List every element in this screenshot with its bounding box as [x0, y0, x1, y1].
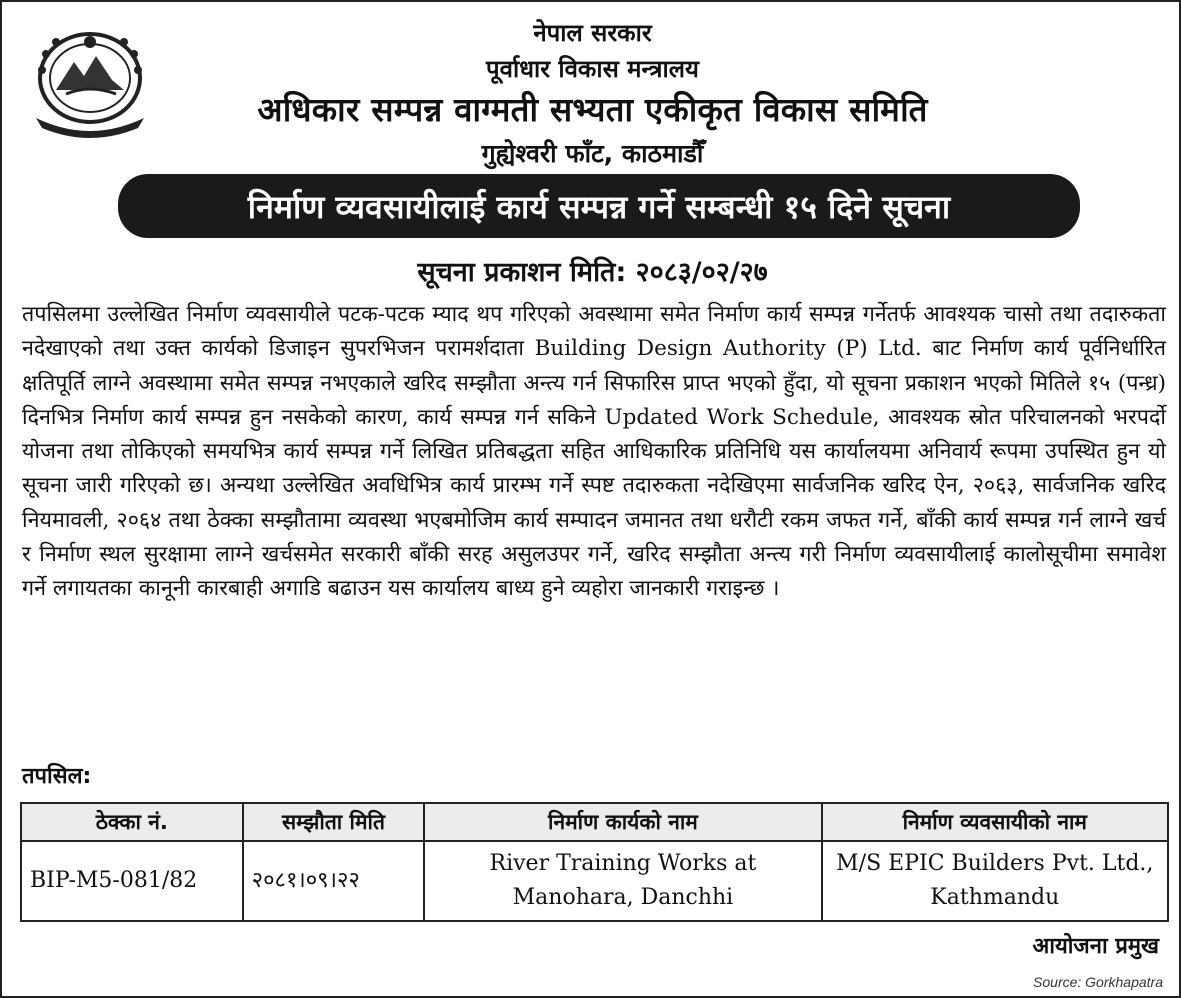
column-header-contractor-name: निर्माण व्यवसायीको नाम — [822, 803, 1168, 841]
header-country: नेपाल सरकार — [533, 19, 652, 47]
notice-body: तपसिलमा उल्लेखित निर्माण व्यवसायीले पटक-पटक म्याद थप गरिएको अवस्थामा समेत निर्माण कार्य सम्पन्न गर्नेतर्फ आवश्यक चासो तथा तदारुकता नदेखाएको तथा उक्त कार्यको डिजाइन सुपरभिजन परामर्शदाता Building Design Authority (P) Ltd. बाट निर्माण कार्य पूर्वनिर्धारित क्षतिपूर्ति लाग्ने अवस्थामा समेत सम्पन्न नभएकाले खरिद सम्झौता अन्त्य गर्न सिफारिस प्राप्त भएको हुँदा, यो सूचना प्रकाशन भएको मितिले १५ (पन्ध्र) दिनभित्र निर्माण कार्य सम्पन्न हुन नसकेको कारण, कार्य सम्पन्न गर्न सकिने Updated Work Schedule, आवश्यक स्रोत परिचालनको भरपर्दो योजना तथा तोकिएको समयभित्र कार्य सम्पन्न गर्ने लिखित प्रतिबद्धता सहित आधिकारिक प्रतिनिधि यस कार्यालयमा अनिवार्य रूपमा उपस्थित हुन यो सूचना जारी गरिएको छ। अन्यथा उल्लेखित अवधिभित्र कार्य प्रारम्भ गर्ने स्पष्ट तदारुकता नदेखिएमा सार्वजनिक खरिद ऐन, २०६३, सार्वजनिक खरिद नियमावली, २०६४ तथा ठेक्का सम्झौतामा व्यवस्था भएबमोजिम कार्य सम्पादन जमानत तथा धरौटी रकम जफत गर्ने, बाँकी कार्य सम्पन्न गर्न लाग्ने खर्च र निर्माण स्थल सुरक्षामा लाग्ने खर्चसमेत सरकारी बाँकी सरह असुलउपर गर्ने, खरिद सम्झौता अन्त्य गरी निर्माण व्यवसायीलाई कालोसूचीमा समावेश गर्ने लगायतका कानूनी कारबाही अगाडि बढाउन यस कार्यालय बाध्य हुने व्यहोरा जानकारी गराइन्छ । — [22, 302, 1166, 602]
table-row — [21, 841, 1168, 921]
contract-details-table — [20, 802, 1169, 922]
signature-title: आयोजना प्रमुख — [1032, 934, 1159, 959]
column-header-agreement-date: सम्झौता मिति — [243, 803, 425, 841]
cell-agreement-date: २०८१।०९।२२ — [243, 841, 425, 921]
cell-contract-no: BIP-M5-081/82 — [21, 841, 243, 921]
publication-date: सूचना प्रकाशन मिति: २०८३/०२/२७ — [417, 257, 768, 288]
notice-title-banner — [118, 174, 1080, 238]
schedule-label: तपसिल: — [22, 764, 92, 789]
header-ministry: पूर्वाधार विकास मन्त्रालय — [486, 55, 699, 83]
cell-contractor-name: M/S EPIC Builders Pvt. Ltd., Kathmandu — [822, 841, 1168, 921]
column-header-work-name: निर्माण कार्यको नाम — [424, 803, 821, 841]
table-header-row — [21, 803, 1168, 841]
column-header-contract-no: ठेक्का नं. — [21, 803, 243, 841]
header-address: गुह्येश्वरी फाँट, काठमाडौँ — [481, 139, 704, 168]
notice-title: निर्माण व्यवसायीलाई कार्य सम्पन्न गर्ने सम्बन्धी १५ दिने सूचना — [247, 187, 951, 226]
header-committee: अधिकार सम्पन्न वाग्मती सभ्यता एकीकृत विकास समिति — [257, 90, 928, 129]
cell-work-name: River Training Works at Manohara, Danchhi — [424, 841, 821, 921]
source-credit: Source: Gorkhapatra — [1033, 974, 1163, 990]
